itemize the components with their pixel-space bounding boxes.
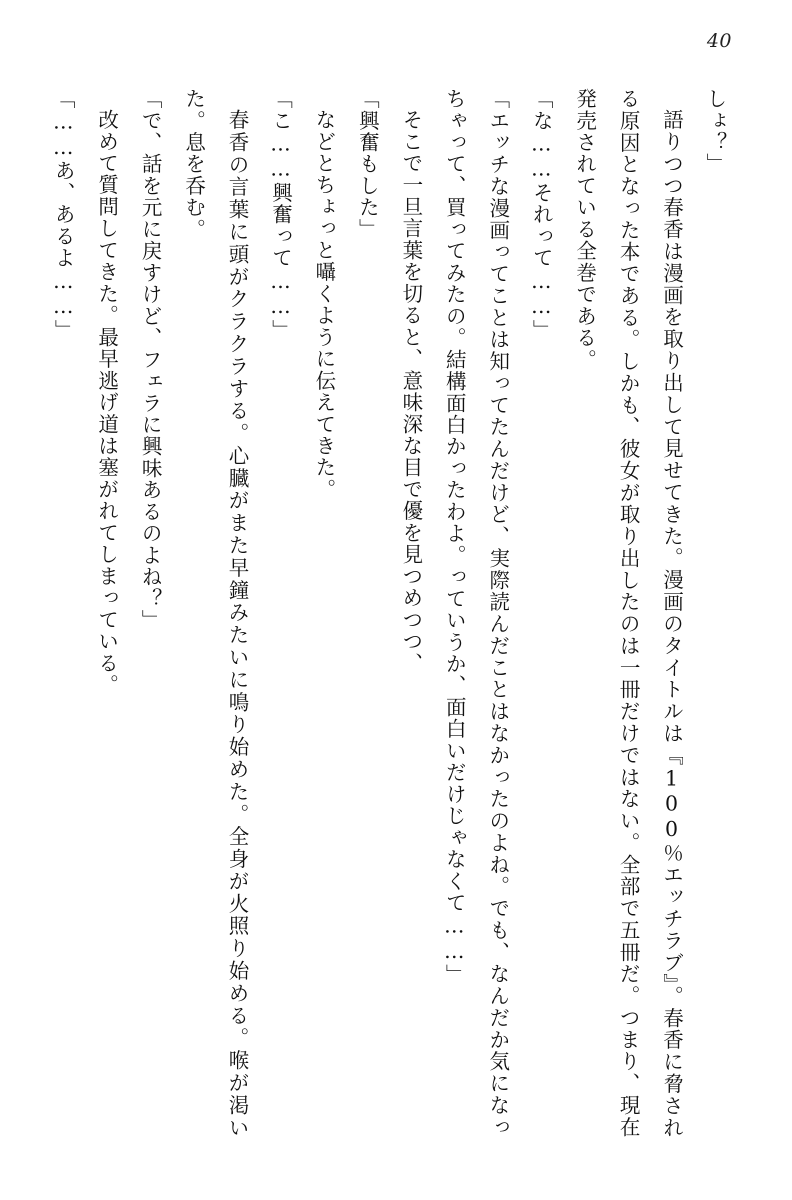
paragraph: 春香の言葉に頭がクラクラする。心臓がまた早鐘みたいに鳴り始めた。全身が火照り始める。喉が渇いた。息を呑む。 bbox=[181, 88, 250, 1138]
paragraph: しょ？」 bbox=[703, 88, 727, 175]
paragraph: 「な……それって……」 bbox=[529, 88, 554, 342]
paragraph: 「エッチな漫画ってことは知ってたんだけど、実際読んだことはなかったのよね。でも、なんだか気になっちゃって、買ってみたの。結構面白かったわよ。っていうか、面白いだけじゃなくて……」 bbox=[442, 88, 510, 1138]
paragraph: 語りつつ春香は漫画を取り出して見せてきた。漫画のタイトルは『100％エッチラブ』。春香に脅される原因となった本である。しかも、彼女が取り出したのは一冊だけではない。全部で五冊だ。つまり、現在発売されている全巻である。 bbox=[572, 88, 684, 1138]
paragraph: などとちょっと囁くように伝えてきた。 bbox=[311, 108, 336, 500]
paragraph: そこで一旦言葉を切ると、意味深な目で優を見つめつつ、 bbox=[398, 108, 423, 674]
page-number: 40 bbox=[706, 30, 732, 52]
page-text-body bbox=[51, 88, 736, 1138]
paragraph: 「興奮もした」 bbox=[355, 88, 380, 241]
paragraph: 「こ……興奮って……」 bbox=[268, 88, 293, 342]
paragraph: 「で、話を元に戻すけど、フェラに興味あるのよね？」 bbox=[138, 88, 163, 632]
paragraph: 改めて質問してきた。最早逃げ道は塞がれてしまっている。 bbox=[94, 108, 119, 696]
paragraph: 「……あ、あるよ……」 bbox=[51, 88, 76, 342]
